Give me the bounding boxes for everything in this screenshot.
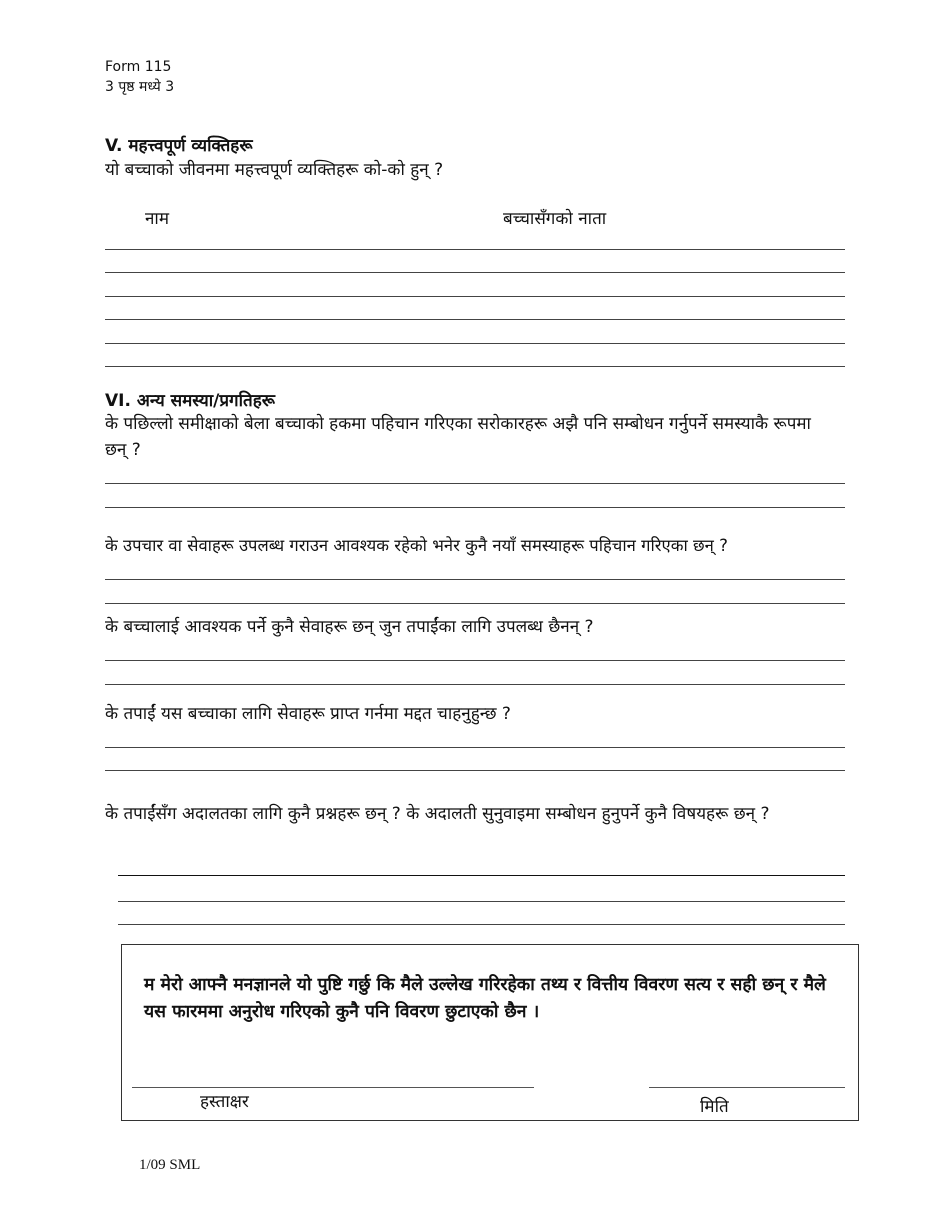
answer-line-q5-3[interactable]: [118, 924, 845, 925]
important-people-line-2[interactable]: [105, 272, 845, 273]
page-indicator: 3 पृष्ठ मध्ये 3: [105, 79, 175, 95]
form-code: 1/09 SML: [139, 1157, 201, 1173]
answer-line-q5-1[interactable]: [118, 875, 845, 876]
section-5-question: यो बच्चाको जीवनमा महत्त्वपूर्ण व्यक्तिहरू को-को हुन् ?: [105, 160, 444, 180]
column-name-label: नाम: [145, 209, 170, 229]
answer-line-q3-1[interactable]: [105, 660, 845, 661]
answer-line-q2-2[interactable]: [105, 603, 845, 604]
question-help-wanted: के तपाईं यस बच्चाका लागि सेवाहरू प्राप्त गर्नमा मद्दत चाहनुहुन्छ ?: [105, 704, 511, 724]
section-5-heading: V. महत्त्वपूर्ण व्यक्तिहरू: [105, 136, 253, 156]
question-unavailable-services: के बच्चालाई आवश्यक पर्ने कुनै सेवाहरू छन् जुन तपाईंका लागि उपलब्ध छैनन् ?: [105, 617, 594, 637]
section-6-heading: VI. अन्य समस्या/प्रगतिहरू: [105, 391, 275, 411]
answer-line-q1-1[interactable]: [105, 483, 845, 484]
important-people-line-3[interactable]: [105, 296, 845, 297]
answer-line-q2-1[interactable]: [105, 579, 845, 580]
signature-line[interactable]: [132, 1087, 534, 1088]
answer-line-q4-2[interactable]: [105, 770, 845, 771]
important-people-line-1[interactable]: [105, 249, 845, 250]
date-line[interactable]: [649, 1087, 845, 1088]
date-label: मिति: [700, 1097, 729, 1117]
question-previous-concerns: के पछिल्लो समीक्षाको बेला बच्चाको हकमा पहिचान गरिएका सरोकारहरू अझै पनि सम्बोधन गर्नुपर्ने समस्याकै रूपमा छन् ?: [105, 414, 811, 460]
declaration-text: म मेरो आफ्नै मनज्ञानले यो पुष्टि गर्छु कि मैले उल्लेख गरिरहेका तथ्य र वित्तीय विवरण सत्य र सही छन् र मैले यस फारममा अनुरोध गरिएको कुनै पनि विवरण छुटाएको छैन ।: [144, 975, 826, 1022]
answer-line-q4-1[interactable]: [105, 747, 845, 748]
signature-label: हस्ताक्षर: [200, 1092, 249, 1112]
question-court-issues: के तपाईंसँग अदालतका लागि कुनै प्रश्नहरू छन् ? के अदालती सुनुवाइमा सम्बोधन हुनुपर्ने कुनै विषयहरू छन् ?: [105, 804, 770, 824]
answer-line-q1-2[interactable]: [105, 507, 845, 508]
important-people-line-6[interactable]: [105, 366, 845, 367]
column-relation-label: बच्चासँगको नाता: [503, 209, 607, 229]
answer-line-q5-2[interactable]: [118, 901, 845, 902]
form-number: Form 115: [105, 59, 172, 75]
declaration-box: [121, 944, 859, 1121]
important-people-line-5[interactable]: [105, 343, 845, 344]
answer-line-q3-2[interactable]: [105, 684, 845, 685]
question-new-problems: के उपचार वा सेवाहरू उपलब्ध गराउन आवश्यक रहेको भनेर कुनै नयाँ समस्याहरू पहिचान गरिएका छन् ?: [105, 536, 728, 555]
important-people-line-4[interactable]: [105, 319, 845, 320]
